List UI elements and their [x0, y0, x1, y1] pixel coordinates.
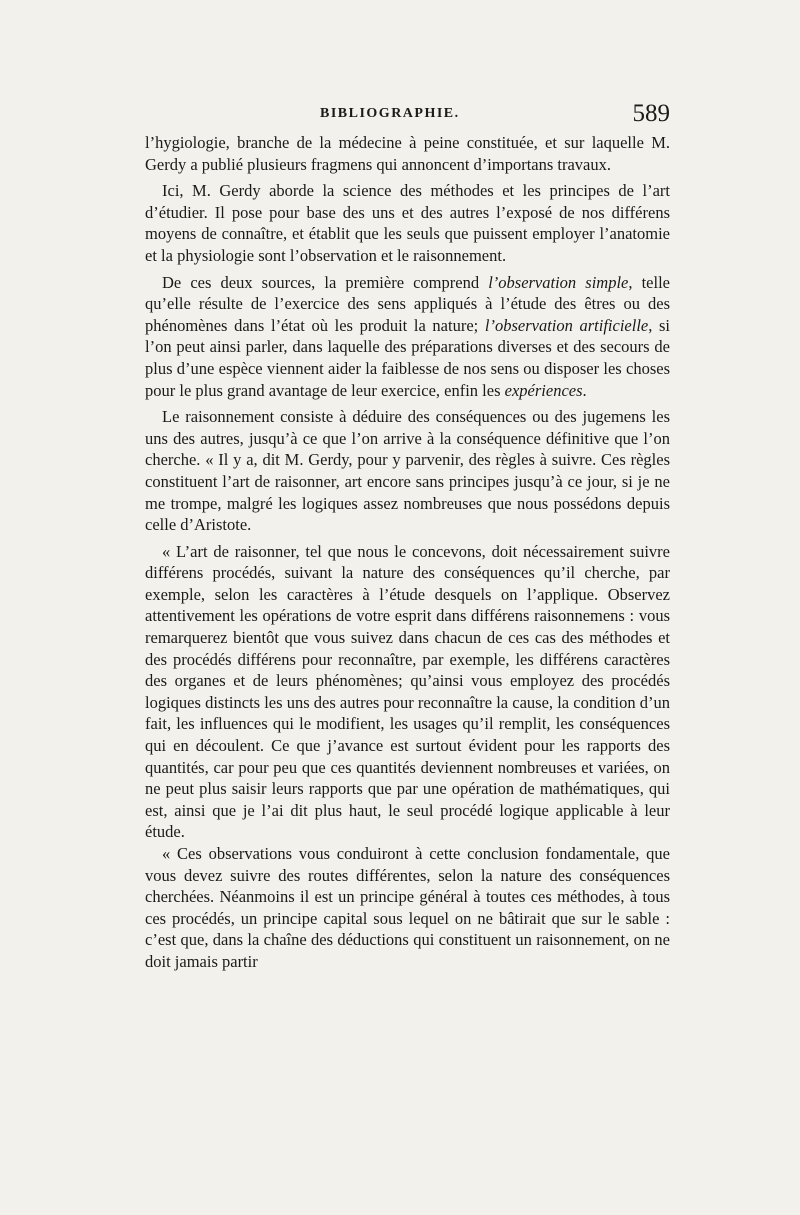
paragraph [145, 180, 670, 266]
text-run: , telle qu’elle résulte de l’exercice des sens appliqués à l’étude des êtres ou des phénomènes dans l’état où les produit la nature; [145, 272, 670, 335]
text-run: . [582, 380, 587, 400]
paragraph [145, 132, 670, 175]
text-run: , si l’on peut ainsi parler, dans laquelle des préparations diverses et des secours de plus d’une espèce viennent aider la faiblesse de nos sens ou disposer les choses pour le plus grand avantage de leur exercice, enfin les [145, 315, 670, 400]
italic-term: expériences [504, 380, 583, 400]
text-run: De ces deux sources, la première comprend [162, 272, 489, 292]
page-number: 589 [632, 100, 670, 127]
paragraph [145, 541, 670, 843]
paragraph [145, 406, 670, 536]
text-run: « L’art de raisonner, tel que nous le concevons, doit nécessairement suivre différens procédés, suivant la nature des conséquences qu’il cherche, par exemple, selon les caractères à l’étude desquels on l’applique. Observez attentivement les opérations de votre esprit dans différens raisonnemens : vous remarquerez bientôt que vous suivez dans chacun de ces cas des méthodes et des procédés différens pour reconnaître, par exemple, les différens caractères des organes et de leurs phénomènes; qu’ainsi vous employez des procédés logiques distincts les uns des autres pour reconnaître la cause, la condition d’un fait, les influences qui le modifient, les usages qu’il remplit, les conséquences qui en découlent. Ce que j’avance est surtout évident pour les rapports des quantités, car pour peu que ces quantités deviennent nombreuses et variées, on ne peut plus saisir leurs rapports que par une opération de mathématiques, qui est, ainsi que je l’ai dit plus haut, le seul procédé logique applicable à leur étude. [145, 541, 670, 842]
paragraph [145, 843, 670, 973]
page-header [145, 100, 670, 136]
body-text [145, 132, 670, 973]
text-run: Ici, M. Gerdy aborde la science des méthodes et les principes de l’art d’étudier. Il pose pour base des uns et des autres l’exposé de nos différens moyens de connaître, et établit que les seuls que puissent employer l’anatomie et la physiologie sont l’observation et le raisonnement. [145, 181, 670, 265]
italic-term: l’observation simple [488, 272, 629, 292]
text-run: Le raisonnement consiste à déduire des conséquences ou des jugemens les uns des autres, jusqu’à ce que l’on arrive à la conséquence définitive que l’on cherche. « Il y a, dit M. Gerdy, pour y parvenir, des règles à suivre. Ces règles constituent l’art de raisonner, art encore sans principes jusqu’à ce jour, si je ne me trompe, malgré les logiques assez nombreuses que nous possédons depuis celle d’Aristote. [145, 407, 670, 535]
text-run: « Ces observations vous conduiront à cette conclusion fondamentale, que vous devez suivre des routes différentes, selon la nature des conséquences cherchées. Néanmoins il est un principe général à toutes ces méthodes, à tous ces procédés, un principe capital sous lequel on ne bâtirait que sur le sable : c’est que, dans la chaîne des déductions qui constituent un raisonnement, on ne doit jamais partir [145, 844, 670, 971]
text-run: l’hygiologie, branche de la médecine à peine constituée, et sur laquelle M. Gerdy a publié plusieurs fragmens qui annoncent d’importans travaux. [145, 133, 670, 174]
running-title: BIBLIOGRAPHIE. [320, 106, 460, 121]
paragraph [145, 272, 670, 402]
italic-term: l’observation artificielle [484, 315, 649, 335]
